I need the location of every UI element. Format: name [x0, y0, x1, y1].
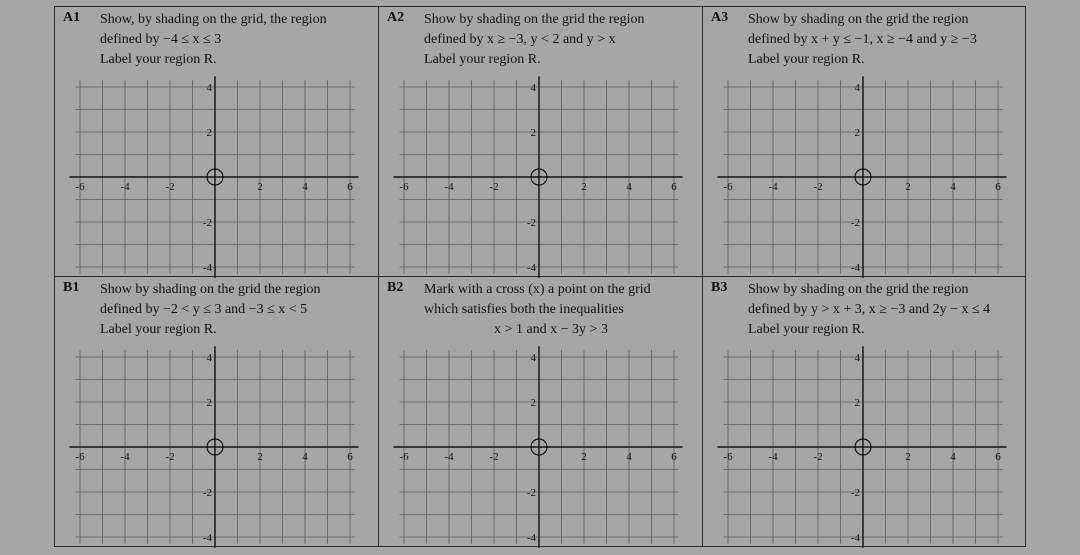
question-number: B1 — [63, 280, 80, 295]
question-text-line2: defined by x + y ≤ −1, x ≥ −4 and y ≥ −3 — [748, 32, 977, 47]
x-tick-label: -4 — [120, 181, 130, 193]
x-tick-label: 4 — [302, 451, 308, 463]
x-tick-label: 4 — [626, 451, 632, 463]
coordinate-grid[interactable] — [401, 77, 681, 273]
question-b2 — [379, 277, 703, 546]
x-tick-label: 6 — [671, 451, 677, 463]
x-tick-label: -6 — [399, 181, 409, 193]
x-tick-label: -2 — [489, 181, 499, 193]
question-text-line1: Show by shading on the grid the region — [424, 12, 645, 27]
question-text — [100, 10, 374, 70]
question-text-line1: Show by shading on the grid the region — [100, 282, 321, 297]
question-text-line2: defined by −2 < y ≤ 3 and −3 ≤ x < 5 — [100, 302, 308, 317]
y-tick-label: -2 — [850, 487, 860, 499]
coordinate-grid[interactable] — [77, 347, 357, 543]
question-text-line3: Label your region R. — [748, 322, 865, 337]
question-text-line2: defined by −4 ≤ x ≤ 3 — [100, 32, 222, 47]
x-tick-label: -6 — [723, 451, 733, 463]
x-tick-label: 4 — [950, 181, 956, 193]
question-number: B2 — [387, 280, 404, 295]
y-tick-label: 4 — [206, 352, 212, 364]
y-tick-label: 4 — [530, 82, 536, 94]
x-tick-label: -2 — [813, 181, 823, 193]
x-tick-label: 4 — [302, 181, 308, 193]
x-tick-label: -2 — [813, 451, 823, 463]
question-text-line2: defined by y > x + 3, x ≥ −3 and 2y − x ≤ 4 — [748, 302, 991, 317]
question-grid — [55, 7, 1025, 546]
x-tick-label: -6 — [75, 451, 85, 463]
question-text — [100, 280, 374, 340]
coordinate-grid[interactable] — [401, 347, 681, 543]
x-tick-label: -4 — [444, 451, 454, 463]
y-tick-label: -4 — [526, 532, 536, 544]
question-text — [424, 10, 698, 70]
x-tick-label: -6 — [723, 181, 733, 193]
x-tick-label: 2 — [257, 181, 263, 193]
question-a3 — [703, 7, 1025, 277]
question-text-line1: Show by shading on the grid the region — [748, 12, 969, 27]
y-tick-label: -2 — [202, 487, 212, 499]
x-tick-label: -2 — [165, 181, 175, 193]
x-tick-label: 2 — [581, 181, 587, 193]
x-tick-label: 2 — [257, 451, 263, 463]
question-number: A2 — [387, 10, 405, 25]
x-tick-label: -2 — [489, 451, 499, 463]
y-tick-label: -4 — [850, 532, 860, 544]
question-number: A1 — [63, 10, 81, 25]
question-text-line3: Label your region R. — [100, 322, 217, 337]
x-tick-label: 6 — [995, 451, 1001, 463]
x-tick-label: 4 — [626, 181, 632, 193]
question-a2 — [379, 7, 703, 277]
x-tick-label: -4 — [444, 181, 454, 193]
x-tick-label: 6 — [347, 181, 353, 193]
x-tick-label: 2 — [905, 451, 911, 463]
question-text-line2: which satisfies both the inequalities — [424, 302, 624, 317]
question-b3 — [703, 277, 1025, 546]
question-text — [748, 280, 1021, 340]
x-tick-label: 2 — [581, 451, 587, 463]
y-tick-label: -2 — [526, 487, 536, 499]
y-tick-label: 2 — [530, 397, 536, 409]
question-a1 — [55, 7, 379, 277]
x-tick-label: 2 — [905, 181, 911, 193]
x-tick-label: -6 — [399, 451, 409, 463]
question-text-line1: Mark with a cross (x) a point on the grid — [424, 282, 651, 297]
question-number: A3 — [711, 10, 729, 25]
y-tick-label: 4 — [530, 352, 536, 364]
coordinate-grid[interactable] — [77, 77, 357, 273]
x-tick-label: -4 — [120, 451, 130, 463]
y-tick-label: 2 — [206, 397, 212, 409]
y-tick-label: 2 — [206, 127, 212, 139]
question-text-line3: x > 1 and x − 3y > 3 — [494, 322, 608, 337]
question-text-line1: Show by shading on the grid the region — [748, 282, 969, 297]
y-tick-label: -2 — [850, 217, 860, 229]
question-text — [748, 10, 1021, 70]
question-text — [424, 280, 698, 340]
y-tick-label: 2 — [854, 397, 860, 409]
question-b1 — [55, 277, 379, 546]
y-tick-label: 4 — [854, 352, 860, 364]
coordinate-grid[interactable] — [725, 77, 1005, 273]
question-text-line3: Label your region R. — [100, 52, 217, 67]
question-text-line3: Label your region R. — [748, 52, 865, 67]
x-tick-label: 4 — [950, 451, 956, 463]
y-tick-label: -4 — [526, 262, 536, 274]
x-tick-label: 6 — [347, 451, 353, 463]
y-tick-label: 2 — [530, 127, 536, 139]
y-tick-label: 4 — [206, 82, 212, 94]
x-tick-label: -2 — [165, 451, 175, 463]
x-tick-label: 6 — [671, 181, 677, 193]
y-tick-label: -2 — [526, 217, 536, 229]
x-tick-label: -4 — [768, 451, 778, 463]
x-tick-label: -4 — [768, 181, 778, 193]
y-tick-label: 2 — [854, 127, 860, 139]
x-tick-label: -6 — [75, 181, 85, 193]
x-tick-label: 6 — [995, 181, 1001, 193]
worksheet — [54, 6, 1026, 547]
y-tick-label: -4 — [202, 262, 212, 274]
question-text-line2: defined by x ≥ −3, y < 2 and y > x — [424, 32, 616, 47]
y-tick-label: -2 — [202, 217, 212, 229]
question-text-line3: Label your region R. — [424, 52, 541, 67]
question-text-line1: Show, by shading on the grid, the region — [100, 12, 327, 27]
question-number: B3 — [711, 280, 728, 295]
y-tick-label: -4 — [202, 532, 212, 544]
y-tick-label: -4 — [850, 262, 860, 274]
coordinate-grid[interactable] — [725, 347, 1005, 543]
y-tick-label: 4 — [854, 82, 860, 94]
